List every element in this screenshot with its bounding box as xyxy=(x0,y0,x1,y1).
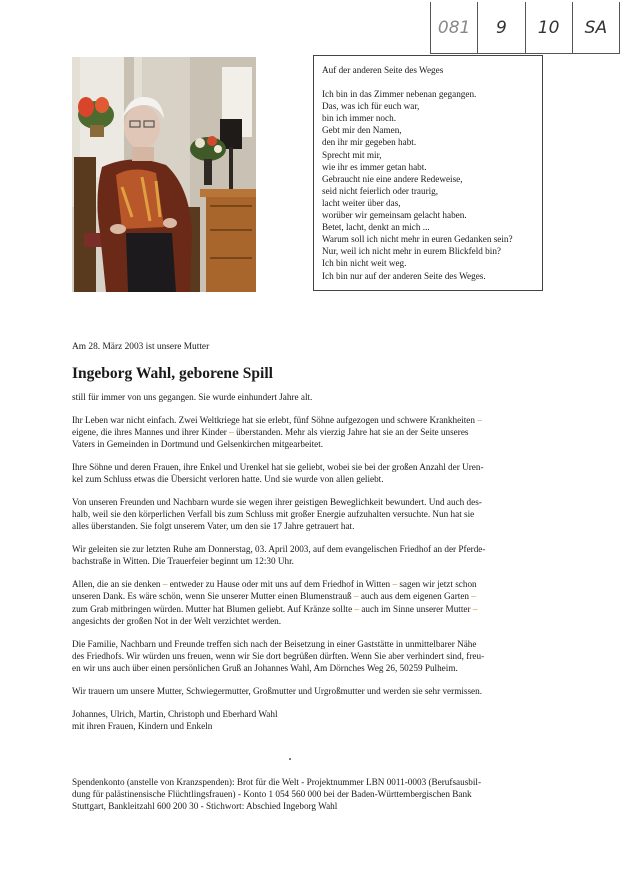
text-line: Wir trauern um unsere Mutter, Schwiegermutter, Großmutter und Urgroßmutter und werden sie sehr vermissen. xyxy=(72,685,483,696)
obituary-paragraph xyxy=(72,414,540,451)
portrait-photo xyxy=(72,57,256,292)
text-line: Die Familie, Nachbarn und Freunde treffen sich nach der Beisetzung in einer Gaststätte in unmittelbarer Nähe xyxy=(72,638,477,649)
archive-marks xyxy=(430,2,620,54)
obituary-paragraph xyxy=(72,543,540,567)
text-line: Ihre Söhne und deren Frauen, ihre Enkel und Urenkel hat sie geliebt, wobei sie bei der großen Anzahl der Uren- xyxy=(72,462,484,472)
text-line: zum Grab mitbringen würden. Mutter hat Blumen geliebt. Auf Kränze sollte – auch im Sinne unserer Mutter – xyxy=(72,603,478,614)
poem-line: Das, was ich für euch war, xyxy=(322,101,420,112)
text-line: des Friedhofs. Wir würden uns freuen, wenn wir Sie dort begrüßen dürften. Wenn Sie aber verhindert sind, freu- xyxy=(72,650,485,661)
text-line: Johannes, Ulrich, Martin, Christoph und Eberhard Wahl xyxy=(72,708,278,719)
stray-dot xyxy=(289,758,291,760)
text-line: Ihr Leben war nicht einfach. Zwei Weltkriege hat sie erlebt, fünf Söhne aufgezogen und schwere Krankheiten – xyxy=(72,414,482,425)
obituary-body xyxy=(72,391,540,743)
poem-line: Warum soll ich nicht mehr in euren Gedanken sein? xyxy=(322,234,513,245)
obituary-paragraph xyxy=(72,496,540,533)
poem-line: bin ich immer noch. xyxy=(322,113,396,124)
death-announcement-intro: Am 28. März 2003 ist unsere Mutter xyxy=(72,342,210,352)
text-line: halb, weil sie den körperlichen Verfall bis zum Schluss mit großer Energie aufzuhalten versuchte. Nun hat sie xyxy=(72,509,475,520)
text-line: angesichts der großen Not in der Welt verzichtet werden. xyxy=(72,615,282,626)
text-line: still für immer von uns gegangen. Sie wurde einhundert Jahre alt. xyxy=(72,392,313,402)
poem-line: seid nicht feierlich oder traurig, xyxy=(322,185,439,196)
text-line: bachstraße in Witten. Die Trauerfeier beginnt um 12:30 Uhr. xyxy=(72,556,294,567)
obituary-paragraph xyxy=(72,578,540,627)
poem-title: Auf der anderen Seite des Weges xyxy=(322,65,444,75)
poem-line: lacht weiter über das, xyxy=(322,197,401,208)
donation-line: Stuttgart, Bankleitzahl 600 200 30 - Stichwort: Abschied Ingeborg Wahl xyxy=(72,801,338,812)
poem-line: Nur, weil ich nicht mehr in eurem Blickfeld bin? xyxy=(322,246,501,257)
obituary-paragraph xyxy=(72,685,540,697)
archive-mark: 081 xyxy=(430,2,477,54)
poem-box xyxy=(313,55,543,291)
text-line: Allen, die an sie denken – entweder zu Hause oder mit uns auf dem Friedhof in Witten – sagen wir jetzt schon xyxy=(72,579,477,590)
archive-mark: 10 xyxy=(525,2,572,54)
obituary-paragraph xyxy=(72,391,540,403)
text-line: en wir uns auch über einen persönlichen Gruß an Johannes Wahl, Am Dörnches Weg 26, 50259 Pulheim. xyxy=(72,663,458,674)
poem-lines xyxy=(322,88,534,282)
text-line: unseren Dank. Es wäre schön, wenn Sie unserer Mutter einen Blumenstrauß – auch aus dem eigenen Garten – xyxy=(72,591,476,602)
text-line: Von unseren Freunden und Nachbarn wurde sie wegen ihrer geistigen Beweglichkeit bewundert. Und auch des- xyxy=(72,497,482,507)
deceased-name: Ingeborg Wahl, geborene Spill xyxy=(72,365,273,382)
poem-line: Ich bin in das Zimmer nebenan gegangen. xyxy=(322,89,477,100)
obituary-paragraph xyxy=(72,461,540,485)
donation-note xyxy=(72,776,542,813)
donation-line: Spendenkonto (anstelle von Kranzspenden): Brot für die Welt - Projektnummer LBN 0011-0003 (Berufsausbil- xyxy=(72,777,482,787)
poem-line: Betet, lacht, denkt an mich ... xyxy=(322,222,430,233)
archive-mark: SA xyxy=(572,2,620,54)
archive-mark: 9 xyxy=(477,2,524,54)
obituary-paragraph xyxy=(72,638,540,675)
text-line: Wir geleiten sie zur letzten Ruhe am Donnerstag, 03. April 2003, auf dem evangelischen Friedhof an der Pferde- xyxy=(72,544,486,555)
text-line: mit ihren Frauen, Kindern und Enkeln xyxy=(72,720,213,731)
poem-line: Ich bin nicht weit weg. xyxy=(322,258,407,269)
donation-line: dung für palästinensische Flüchtlingsfrauen) - Konto 1 054 560 000 bei der Baden-Württembergischen Bank xyxy=(72,789,472,800)
poem-line: wie ihr es immer getan habt. xyxy=(322,161,427,172)
poem-line: worüber wir gemeinsam gelacht haben. xyxy=(322,210,467,221)
text-line: kel zum Schluss etwas die Übersicht verloren hatte. Und sie wurde von allen geliebt. xyxy=(72,474,384,485)
poem-line: Gebraucht nie eine andere Redeweise, xyxy=(322,173,463,184)
obituary-paragraph xyxy=(72,708,540,732)
poem-line: den ihr mir gegeben habt. xyxy=(322,137,417,148)
poem-line: Ich bin nur auf der anderen Seite des Weges. xyxy=(322,270,486,281)
text-line: Vaters in Gemeinden in Dortmund und Gelsenkirchen mitgearbeitet. xyxy=(72,439,324,450)
poem-line: Gebt mir den Namen, xyxy=(322,125,402,136)
poem-line: Sprecht mit mir, xyxy=(322,149,382,160)
text-line: eigene, die ihres Mannes und ihrer Kinder – überstanden. Mehr als vierzig Jahre hat sie an der Seite unseres xyxy=(72,427,469,437)
text-line: alles überstanden. Sie folgt unserem Vater, um den sie 17 Jahre getrauert hat. xyxy=(72,521,355,532)
